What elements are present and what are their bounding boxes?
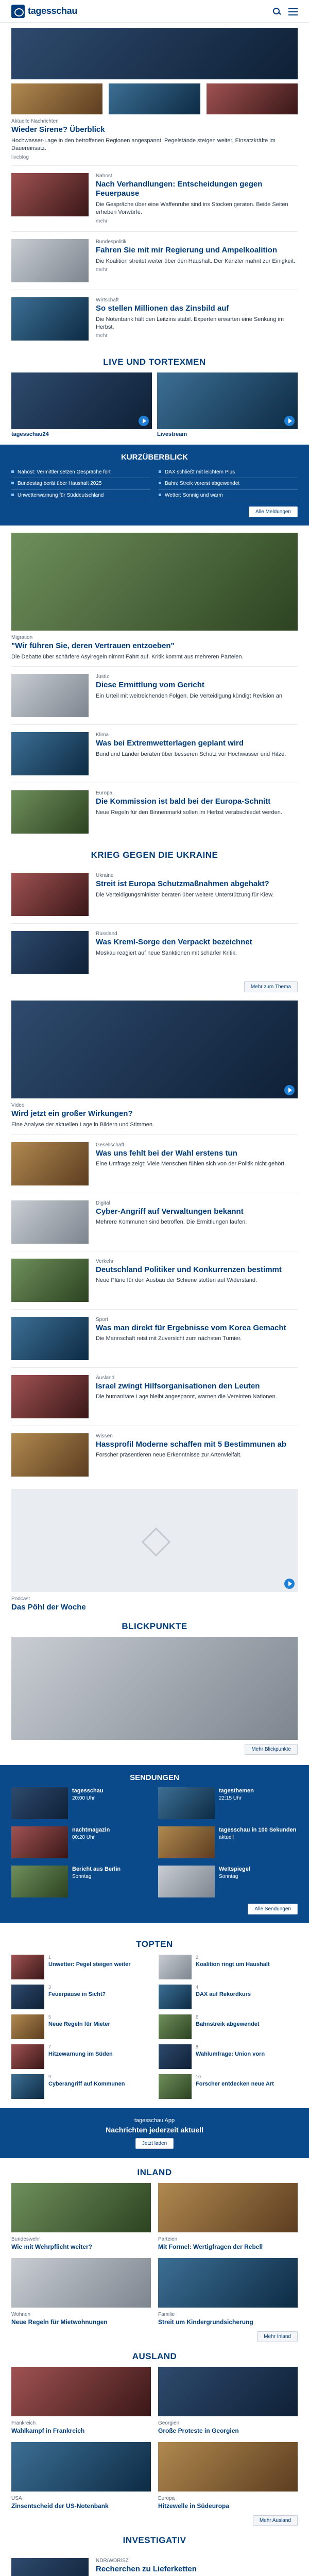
box-title: KURZÜBERBLICK: [121, 452, 188, 462]
play-icon[interactable]: [284, 1579, 295, 1589]
teaser-headline[interactable]: Was bei Extremwetterlagen geplant wird: [96, 739, 244, 748]
sendung-name: tagesschau: [72, 1788, 104, 1794]
section-title: SENDUNGEN: [130, 1773, 179, 1783]
teaser-headline[interactable]: Wahlkampf in Frankreich: [11, 2427, 85, 2435]
teaser-shorttext: Die Verteidigungsminister beraten über weitere Unterstützung für Kiew.: [96, 892, 274, 899]
more-topic-button[interactable]: Mehr zum Thema: [244, 981, 298, 992]
sendungen-section: [0, 1765, 309, 1923]
teaser-shorttext: Mehrere Kommunen sind betroffen. Die Ermittlungen laufen.: [96, 1219, 247, 1226]
more-ausland-button[interactable]: Mehr Ausland: [253, 2515, 298, 2526]
rank: 1: [48, 1955, 52, 1960]
hero-image[interactable]: [11, 28, 298, 79]
teaser-shorttext: Bund und Länder beraten über besseren Schutz vor Hochwasser und Hitze.: [96, 751, 286, 758]
sendung-time: Sonntag: [219, 1874, 238, 1880]
teaser-image[interactable]: [11, 873, 89, 916]
logo-mark-icon: [11, 5, 25, 18]
teaser-image[interactable]: [11, 790, 89, 834]
topten-title: Cyberangriff auf Kommunen: [48, 2081, 125, 2088]
teaser-meta[interactable]: mehr: [96, 218, 108, 224]
teaser-topline: Wohnen: [11, 2312, 31, 2318]
teaser-row[interactable]: [11, 1134, 298, 1193]
teaser-row[interactable]: [11, 1193, 298, 1251]
topten-item[interactable]: [11, 1985, 150, 2009]
teaser-shorttext: Die Koalition streitet weiter über den Haushalt. Der Kanzler mahnt zur Einigkeit.: [96, 258, 296, 264]
teaser-headline[interactable]: "Wir führen Sie, deren Vertrauen entzoeben": [11, 641, 175, 651]
app-promo-box: [0, 2108, 309, 2158]
menu-icon[interactable]: [288, 8, 298, 15]
teaser-image[interactable]: [11, 931, 89, 974]
rank: 6: [196, 2014, 199, 2020]
ukraine-section: [0, 841, 309, 992]
teaser-topline: Ukraine: [96, 873, 114, 879]
sendung-time: Sonntag: [72, 1874, 92, 1880]
all-news-button[interactable]: Alle Meldungen: [249, 506, 298, 517]
teaser-shorttext: Die humanitäre Lage bleibt angespannt, warnen die Vereinten Nationen.: [96, 1394, 277, 1400]
live-card-label: Livestream: [157, 431, 187, 437]
hero-teaser[interactable]: [0, 23, 309, 160]
teaser-headline[interactable]: Cyber-Angriff auf Verwaltungen bekannt: [96, 1207, 244, 1216]
teaser-topline: Aktuelle Nachrichten: [11, 118, 59, 124]
teaser-topline: Verkehr: [96, 1258, 114, 1264]
rank: 7: [48, 2044, 52, 2050]
kurz-item[interactable]: Wetter: Sonnig und warm: [159, 490, 298, 502]
teaser-image[interactable]: [11, 674, 89, 717]
topten-item[interactable]: [11, 2014, 150, 2039]
sendung-item[interactable]: [11, 1826, 151, 1858]
topten-title: Neue Regeln für Mieter: [48, 2021, 110, 2028]
teaser-shorttext: Neue Pläne für den Ausbau der Schiene stoßen auf Widerstand.: [96, 1277, 258, 1284]
rank: 10: [196, 2074, 201, 2080]
ressort-teaser[interactable]: [11, 2183, 151, 2251]
teaser-headline[interactable]: Streit um Kindergrundsicherung: [158, 2318, 253, 2326]
ressort-teaser[interactable]: [158, 2258, 298, 2326]
promo-topline: tagesschau App: [134, 2117, 175, 2124]
teaser-shorttext: Die Gespräche über eine Waffenruhe sind ins Stocken geraten. Beide Seiten erheben Vorwürfe.: [96, 201, 288, 216]
all-sendungen-button[interactable]: Alle Sendungen: [248, 1904, 298, 1914]
topten-title: Feuerpause in Sicht?: [48, 1991, 106, 1998]
more-blickpunkte-button[interactable]: Mehr Blickpunkte: [245, 1744, 298, 1755]
sendung-time: 20:00 Uhr: [72, 1795, 95, 1802]
teaser-headline[interactable]: Das Pöhl der Woche: [11, 1602, 86, 1612]
topten-title: Unwetter: Pegel steigen weiter: [48, 1961, 131, 1968]
live-card[interactable]: [157, 372, 298, 437]
teaser-topline: Europa: [158, 2496, 175, 2502]
logo[interactable]: [11, 5, 77, 18]
teaser-row[interactable]: [11, 231, 298, 290]
ressort-teaser[interactable]: [158, 2367, 298, 2435]
topten-item[interactable]: [11, 2044, 150, 2069]
sendung-time: 22:15 Uhr: [219, 1795, 242, 1802]
teaser-shorttext: Die Mannschaft reist mit Zuversicht zum nächsten Turnier.: [96, 1335, 242, 1342]
teaser-shorttext: Eine Analyse der aktuellen Lage in Bildern und Stimmen.: [11, 1122, 154, 1128]
teaser-image[interactable]: [11, 1317, 89, 1360]
teaser-headline[interactable]: Diese Ermittlung vom Gericht: [96, 681, 204, 690]
teaser-image[interactable]: [11, 2558, 89, 2576]
teaser-row[interactable]: [11, 1251, 298, 1309]
sendung-name: Bericht aus Berlin: [72, 1866, 121, 1873]
teaser-image[interactable]: [11, 1200, 89, 1244]
ressort-teaser[interactable]: [158, 2442, 298, 2510]
ausland-section: [0, 2342, 309, 2526]
topten-title: DAX auf Rekordkurs: [196, 1991, 251, 1998]
sendung-item[interactable]: [158, 1866, 298, 1897]
section-title: BLICKPUNKTE: [122, 1621, 187, 1632]
teaser-topline: Sport: [96, 1316, 108, 1323]
teaser-headline[interactable]: Große Proteste in Georgien: [158, 2427, 239, 2435]
kurz-item[interactable]: Bahn: Streik vorerst abgewendet: [159, 478, 298, 490]
site-header: [0, 0, 309, 23]
lead-teaser[interactable]: [0, 533, 309, 661]
teaser-row[interactable]: [11, 1367, 298, 1426]
section-title: AUSLAND: [132, 2351, 177, 2362]
section-title: INLAND: [137, 2167, 172, 2178]
search-icon[interactable]: [272, 7, 281, 16]
teaser-shorttext: Neue Regeln für den Binnenmarkt sollen im Herbst verabschiedet werden.: [96, 809, 282, 816]
teaser-shorttext: Die Notenbank hält den Leitzins stabil. Experten erwarten eine Senkung im Herbst.: [96, 316, 284, 330]
teaser-headline[interactable]: Recherchen zu Lieferketten: [96, 2565, 197, 2574]
kurz-item[interactable]: Nahost: Vermittler setzen Gespräche fort: [11, 467, 150, 479]
hero-thumb[interactable]: [11, 83, 102, 114]
teaser-image[interactable]: [11, 173, 89, 216]
teaser-topline: Parteien: [158, 2236, 178, 2243]
teaser-image[interactable]: [11, 239, 89, 282]
teaser-topline: NDR/WDR/SZ: [96, 2558, 129, 2564]
teaser-row[interactable]: [11, 724, 298, 783]
teaser-shorttext: Forscher präsentieren neue Erkenntnisse zur Artenvielfalt.: [96, 1452, 242, 1459]
teaser-topline: Podcast: [11, 1596, 30, 1602]
rank: 3: [48, 1985, 52, 1990]
kurz-item[interactable]: DAX schließt mit leichtem Plus: [159, 467, 298, 479]
teaser-row[interactable]: [11, 2551, 298, 2576]
teaser-meta[interactable]: mehr: [96, 333, 108, 339]
teaser-headline[interactable]: Hitzewelle in Südeuropa: [158, 2502, 230, 2510]
blickpunkte-image[interactable]: [11, 1637, 298, 1740]
kurzueberblick-box: [0, 445, 309, 526]
teaser-topline: USA: [11, 2496, 22, 2502]
topten-title: Wahlumfrage: Union vorn: [196, 2051, 265, 2058]
teaser-headline[interactable]: Deutschland Politiker und Konkurrenzen bestimmt: [96, 1265, 282, 1274]
teaser-image[interactable]: [11, 732, 89, 775]
section-title: TOPTEN: [136, 1939, 173, 1950]
play-icon[interactable]: [284, 416, 295, 426]
sendung-time: aktuell: [219, 1835, 234, 1841]
promo-button[interactable]: Jetzt laden: [135, 2138, 174, 2149]
teaser-headline[interactable]: Israel zwingt Hilfsorganisationen den Leuten: [96, 1381, 260, 1391]
teaser-row[interactable]: [11, 923, 298, 981]
teaser-shorttext: Hochwasser-Lage in den betroffenen Regionen angespannt. Pegelstände steigen weiter, Einsatzkräfte im Dauereinsatz.: [11, 137, 276, 152]
teaser-row[interactable]: [11, 1426, 298, 1484]
rank: 9: [48, 2074, 52, 2080]
promo-headline: Nachrichten jederzeit aktuell: [106, 2126, 203, 2134]
teaser-shorttext: Ein Urteil mit weitreichenden Folgen. Die Verteidigung kündigt Revision an.: [96, 693, 284, 700]
rank: 2: [196, 1955, 199, 1960]
teaser-meta[interactable]: liveblog: [11, 154, 29, 160]
teaser-topline: Ausland: [96, 1375, 115, 1381]
teaser-topline: Wirtschaft: [96, 297, 119, 303]
teaser-headline[interactable]: Neue Regeln für Mietwohnungen: [11, 2318, 108, 2326]
ressort-teaser[interactable]: [11, 2258, 151, 2326]
image-placeholder: [11, 1489, 298, 1592]
teaser-headline[interactable]: Was Kreml-Sorge den Verpackt bezeichnet: [96, 938, 252, 947]
teaser-headline[interactable]: Die Kommission ist bald bei der Europa-Schnitt: [96, 797, 271, 806]
teaser-headline[interactable]: Wird jetzt ein großer Wirkungen?: [11, 1109, 133, 1118]
more-inland-button[interactable]: Mehr Inland: [257, 2331, 298, 2342]
logo-text: tagesschau: [28, 6, 78, 16]
rank: 8: [196, 2044, 199, 2050]
investigativ-section: [0, 2526, 309, 2576]
teaser-headline[interactable]: So stellen Millionen das Zinsbild auf: [96, 303, 229, 313]
teaser-topline: Russland: [96, 931, 117, 937]
teaser-headline[interactable]: Streit ist Europa Schutzmaßnahmen abgehakt?: [96, 879, 269, 889]
blickpunkte-section: [0, 1612, 309, 1755]
teaser-topline: Migration: [11, 635, 33, 641]
podcast-teaser[interactable]: [0, 1489, 309, 1613]
topten-item[interactable]: [11, 1955, 150, 1979]
teaser-row[interactable]: [11, 290, 298, 348]
teaser-topline: Nahost: [96, 173, 112, 179]
topten-title: Bahnstreik abgewendet: [196, 2021, 260, 2028]
live-card[interactable]: [11, 372, 152, 437]
section-title: LIVE UND TORTEXMEN: [103, 357, 206, 367]
section-title: INVESTIGATIV: [123, 2535, 186, 2546]
topten-item[interactable]: [159, 1955, 298, 1979]
teaser-row[interactable]: [11, 1309, 298, 1367]
teaser-headline[interactable]: Wieder Sirene? Überblick: [11, 125, 105, 134]
teaser-image[interactable]: [11, 1433, 89, 1477]
teaser-image[interactable]: [11, 1375, 89, 1418]
topten-title: Hitzewarnung im Süden: [48, 2051, 113, 2058]
teaser-headline[interactable]: Zinsentscheid der US-Notenbank: [11, 2502, 109, 2510]
sendung-time: 00:20 Uhr: [72, 1835, 95, 1841]
teaser-topline: Familie: [158, 2312, 175, 2318]
kurz-item[interactable]: Unwetterwarnung für Süddeutschland: [11, 490, 150, 502]
teaser-topline: Frankreich: [11, 2420, 36, 2427]
sendung-item[interactable]: [158, 1787, 298, 1819]
ressort-teaser[interactable]: [11, 2442, 151, 2510]
teaser-topline: Justiz: [96, 674, 109, 680]
teaser-headline[interactable]: Fahren Sie mit mir Regierung und Ampelkoalition: [96, 245, 277, 255]
hero-thumb[interactable]: [207, 83, 298, 114]
topten-item[interactable]: [159, 2074, 298, 2099]
play-icon[interactable]: [139, 416, 149, 426]
ressort-teaser[interactable]: [158, 2183, 298, 2251]
video-image[interactable]: [11, 1001, 298, 1098]
teaser-shorttext: Eine Umfrage zeigt: Viele Menschen fühlen sich von der Politik nicht gehört.: [96, 1161, 286, 1167]
teaser-shorttext: Die Debatte über schärfere Asylregeln nimmt Fahrt auf. Kritik kommt aus mehreren Parteien.: [11, 654, 244, 660]
teaser-row[interactable]: [11, 165, 298, 231]
topten-title: Forscher entdecken neue Art: [196, 2081, 274, 2088]
kurz-item[interactable]: Bundestag berät über Haushalt 2025: [11, 478, 150, 490]
play-icon[interactable]: [284, 1085, 295, 1095]
teaser-headline[interactable]: Was man direkt für Ergebnisse vom Korea Gemacht: [96, 1323, 286, 1332]
teaser-headline[interactable]: Mit Formel: Wertigfragen der Rebell: [158, 2243, 263, 2251]
sendung-name: tagesschau in 100 Sekunden: [219, 1827, 297, 1834]
teaser-row[interactable]: [11, 783, 298, 841]
teaser-image[interactable]: [11, 297, 89, 341]
inland-section: [0, 2158, 309, 2342]
teaser-topline: Gesellschaft: [96, 1142, 125, 1148]
teaser-topline: Wissen: [96, 1433, 113, 1439]
hero-thumb[interactable]: [109, 83, 200, 114]
teaser-row[interactable]: [11, 866, 298, 923]
sendung-name: nachtmagazin: [72, 1827, 110, 1834]
teaser-headline[interactable]: Was uns fehlt bei der Wahl erstens tun: [96, 1148, 237, 1158]
video-teaser[interactable]: [0, 1001, 309, 1129]
teaser-headline[interactable]: Wie mit Wehrpflicht weiter?: [11, 2243, 93, 2251]
teaser-image[interactable]: [11, 1142, 89, 1185]
rank: 4: [196, 1985, 199, 1990]
topten-item[interactable]: [11, 2074, 150, 2099]
teaser-topline: Bundeswehr: [11, 2236, 40, 2243]
sendung-name: tagesthemen: [219, 1788, 254, 1794]
live-card-label: tagesschau24: [11, 431, 49, 437]
teaser-topline: Klima: [96, 732, 109, 738]
rank: 5: [48, 2014, 52, 2020]
teaser-image[interactable]: [11, 1259, 89, 1302]
teaser-topline: Bundespolitik: [96, 239, 127, 245]
teaser-topline: Video: [11, 1103, 25, 1109]
sendung-item[interactable]: [11, 1787, 151, 1819]
teaser-topline: Europa: [96, 790, 113, 796]
teaser-row[interactable]: [11, 666, 298, 724]
teaser-headline[interactable]: Nach Verhandlungen: Entscheidungen gegen Feuerpause: [96, 179, 263, 198]
sendung-item[interactable]: [158, 1826, 298, 1858]
ressort-teaser[interactable]: [11, 2367, 151, 2435]
teaser-meta[interactable]: mehr: [96, 266, 108, 273]
topten-item[interactable]: [159, 2044, 298, 2069]
topten-item[interactable]: [159, 2014, 298, 2039]
topten-section: [0, 1930, 309, 2099]
teaser-shorttext: Moskau reagiert auf neue Sanktionen mit scharfer Kritik.: [96, 950, 237, 957]
teaser-topline: Georgien: [158, 2420, 180, 2427]
sendung-name: Weltspiegel: [219, 1866, 250, 1873]
topten-title: Koalition ringt um Haushalt: [196, 1961, 270, 1968]
live-section: [0, 348, 309, 437]
sendung-item[interactable]: [11, 1866, 151, 1897]
topten-item[interactable]: [159, 1985, 298, 2009]
teaser-topline: Digital: [96, 1200, 110, 1206]
teaser-headline[interactable]: Hassprofil Moderne schaffen mit 5 Bestimmunen ab: [96, 1439, 287, 1449]
section-title: KRIEG GEGEN DIE UKRAINE: [91, 850, 218, 860]
teaser-image[interactable]: [11, 533, 298, 631]
